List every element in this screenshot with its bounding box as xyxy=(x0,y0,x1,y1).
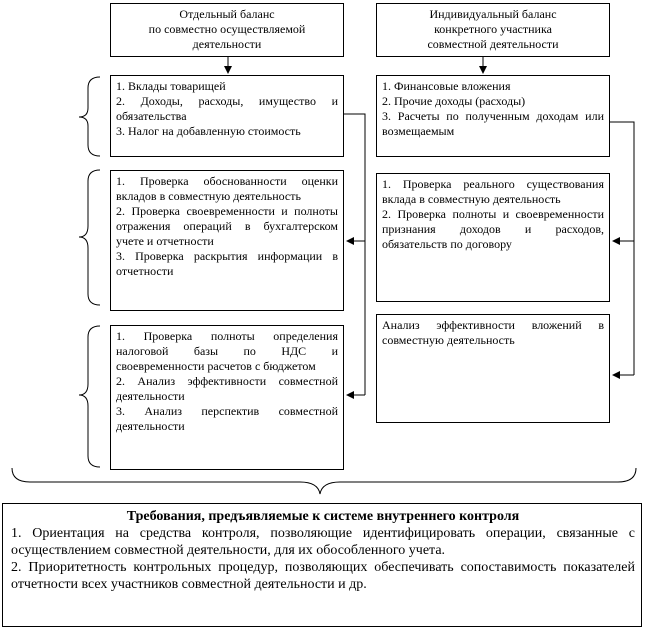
header-line: деятельности xyxy=(192,37,262,51)
brace-bottom xyxy=(12,468,636,494)
header-line: по совместно осуществляемой xyxy=(148,22,306,36)
header-individual-balance xyxy=(376,3,610,57)
list-item: 2. Прочие доходы (расходы) xyxy=(382,94,526,108)
right-box-checks xyxy=(376,173,610,302)
left-box-analysis xyxy=(110,325,344,470)
list-item: 2. Проверка полноты и своевременности признания доходов и расходов, обязательств по договору xyxy=(382,207,604,251)
header-line: конкретного участника xyxy=(434,22,552,36)
requirements-box xyxy=(2,503,642,627)
header-separate-balance xyxy=(110,3,344,57)
requirements-item: 1. Ориентация на средства контроля, позволяющие идентифицировать операции, связанные с осуществлением совместной деятельности, для их обособленного учета. xyxy=(11,526,635,558)
list-item: 2. Доходы, расходы, имущество и обязательства xyxy=(116,94,338,123)
brace-3 xyxy=(79,326,100,467)
connector-left xyxy=(344,114,365,395)
left-box-accounts xyxy=(110,75,344,157)
brace-2 xyxy=(79,170,100,305)
list-item: 3. Анализ перспектив совместной деятельности xyxy=(116,404,338,433)
list-item: 3. Расчеты по полученным доходам или возмещаемым xyxy=(382,109,604,138)
list-item: 3. Проверка раскрытия информации в отчетности xyxy=(116,249,338,278)
list-item: 1. Проверка полноты определения налоговой базы по НДС и своевременности расчетов с бюджетом xyxy=(116,329,338,373)
header-line: Индивидуальный баланс xyxy=(429,7,557,21)
right-box-accounts xyxy=(376,75,610,157)
list-item: 1. Проверка обоснованности оценки вкладов в совместную деятельность xyxy=(116,174,338,203)
header-line: Отдельный баланс xyxy=(179,7,275,21)
brace-1 xyxy=(79,77,100,156)
right-box-analysis xyxy=(376,314,610,423)
list-item: 2. Анализ эффективности совместной деятельности xyxy=(116,374,338,403)
list-item: 1. Вклады товарищей xyxy=(116,79,226,93)
connector-right xyxy=(610,122,634,375)
header-line: совместной деятельности xyxy=(427,37,559,51)
requirements-title: Требования, предъявляемые к системе внутреннего контроля xyxy=(126,509,520,524)
list-item: Анализ эффективности вложений в совместную деятельность xyxy=(382,318,604,347)
list-item: 3. Налог на добавленную стоимость xyxy=(116,124,301,138)
list-item: 2. Проверка своевременности и полноты отражения операций в бухгалтерском учете и отчетности xyxy=(116,204,338,248)
requirements-item: 2. Приоритетность контрольных процедур, позволяющих обеспечивать сопоставимость показателей отчетности всех участников совместной деятельности и др. xyxy=(11,560,635,592)
list-item: 1. Финансовые вложения xyxy=(382,79,511,93)
left-box-checks xyxy=(110,170,344,311)
list-item: 1. Проверка реального существования вклада в совместную деятельность xyxy=(382,177,604,206)
